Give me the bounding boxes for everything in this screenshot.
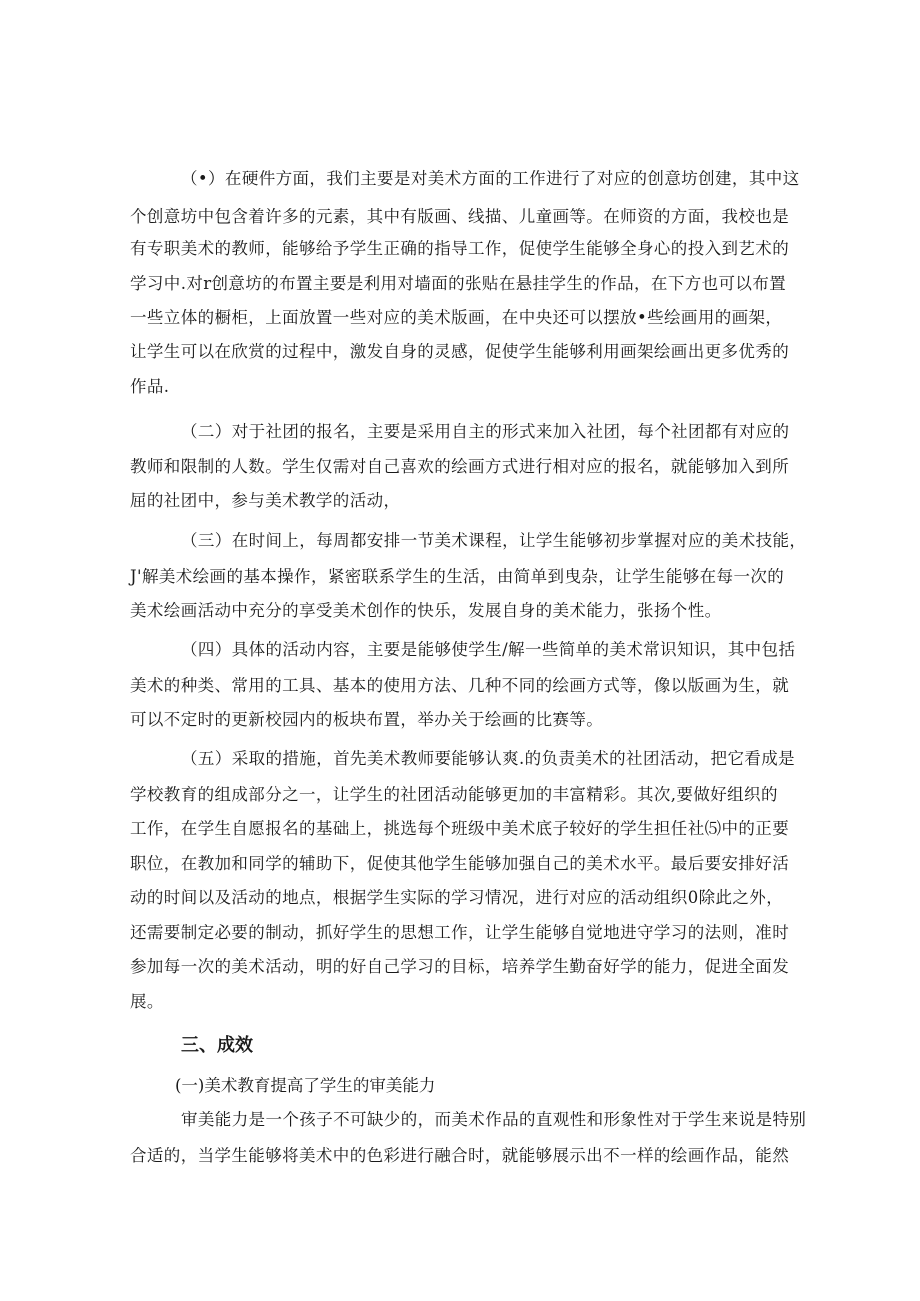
- paragraph-1-line-5: 一些立体的橱柜，上面放置一些对应的美术版画，在中央还可以摆放•些绘画用的画架，: [130, 308, 783, 327]
- paragraph-1-line-6: 让学生可以在欣赏的过程中，激发自身的灵感，促使学生能够利用画架绘画出更多优秀的: [130, 342, 790, 361]
- paragraph-5-line-5: 动的时间以及活动的地点，根据学生实际的学习情况，进行对应的活动组织0除此之外，: [130, 888, 784, 907]
- paragraph-6-line-1: 审美能力是一个孩子不可缺少的，而美术作品的直观性和形象性对于学生来说是特别: [181, 1110, 807, 1129]
- paragraph-1-line-2: 个创意坊中包含着许多的元素，其中有版画、线描、儿童画等。在师资的方面，我校也是: [130, 207, 790, 226]
- paragraph-1-line-1: （•）在硬件方面，我们主要是对美术方面的工作进行了对应的创意坊创建，其中这: [181, 169, 800, 188]
- paragraph-3-line-2: J'解美术绘画的基本操作，紧密联系学生的生活，由简单到曳杂，让学生能够在每一次的: [130, 567, 785, 586]
- paragraph-1-line-4: 学习中.对r创意坊的布置主要是利用对墙面的张贴在悬挂学生的作品，在下方也可以布置: [130, 274, 787, 293]
- paragraph-2-line-2: 教师和限制的人数。学生仅需对自己喜欢的绘画方式进行相对应的报名，就能够加入到所: [130, 457, 790, 476]
- section-heading: 三、成效: [181, 1035, 253, 1056]
- paragraph-1-line-3: 有专职美术的教师，能够给予学生正确的指导工作，促使学生能够全身心的投入到艺术的: [130, 239, 790, 258]
- paragraph-3-line-3: 美术绘画活动中充分的享受美术创作的快乐，发展自身的美术能力，张扬个性。: [130, 601, 722, 620]
- paragraph-5-line-2: 学校教育的组成部分之一，让学生的社团活动能够更加的丰富精彩。其次,要做好组织的: [130, 785, 778, 804]
- paragraph-6-line-2: 合适的，当学生能够将美术中的色彩进行融合时，就能够展示出不一样的绘画作品，能然: [130, 1146, 790, 1165]
- paragraph-4-line-2: 美术的种类、常用的工具、基本的使用方法、几种不同的绘画方式等，像以版画为生，就: [130, 676, 790, 695]
- paragraph-4-line-1: （四）具体的活动内容，主要是能够使学生/解一些简单的美术常识知识，其中包括: [181, 640, 796, 659]
- paragraph-2-line-1: （二）对于社团的报名，主要是采用自主的形式来加入社团，每个社团都有对应的: [181, 422, 790, 441]
- paragraph-3-line-1: （三）在时间上，每周都安排一节美术课程，让学生能够初步掌握对应的美术技能，: [181, 531, 807, 550]
- paragraph-5-line-8: 展。: [130, 992, 164, 1011]
- subsection-heading: (一)美术教育提高了学生的审美能力: [175, 1076, 436, 1095]
- paragraph-1-line-7: 作品.: [130, 377, 170, 396]
- paragraph-5-line-3: 工作，在学生自愿报名的基础上，挑选每个班级中美术底子较好的学生担任社⑸中的正要: [130, 819, 790, 838]
- paragraph-5-line-7: 参加每一次的美术活动，明的好自己学习的目标，培养学生勤奋好学的能力，促进全面发: [130, 957, 790, 976]
- paragraph-5-line-6: 还需要制定必要的制动，抓好学生的思想工作，让学生能够自觉地进守学习的法则，准时: [130, 923, 790, 942]
- paragraph-2-line-3: 屈的社团中，参与美术教学的活动，: [130, 491, 401, 510]
- paragraph-4-line-3: 可以不定时的更新校园内的板块布置，举办关于绘画的比赛等。: [130, 710, 604, 729]
- paragraph-5-line-4: 职位，在教加和同学的辅助下，促使其他学生能够加强自己的美术水平。最后要安排好活: [130, 854, 790, 873]
- paragraph-5-line-1: （五）采取的措施，首先美术教师要能够认爽.的负责美术的社团活动，把它看成是: [181, 749, 796, 768]
